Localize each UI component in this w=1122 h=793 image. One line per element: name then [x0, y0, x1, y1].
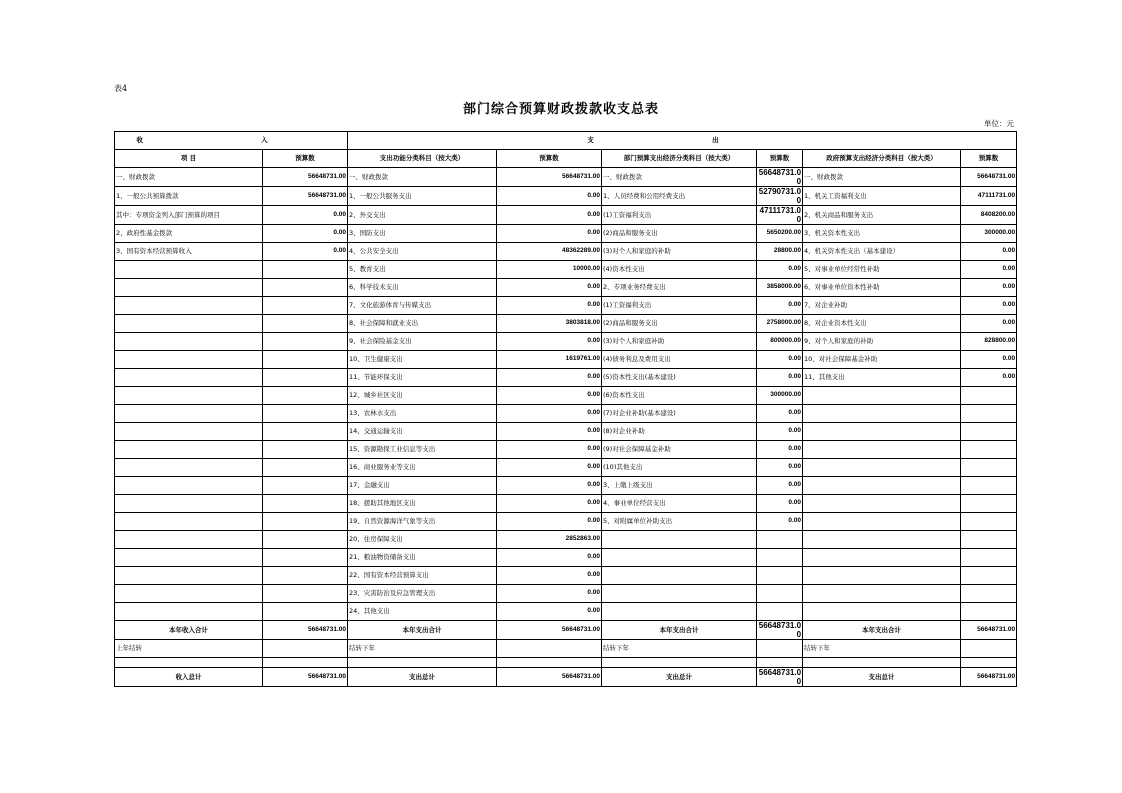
function-item-cell: 21、粮油物资储备支出 — [348, 549, 497, 567]
income-item-cell — [115, 495, 263, 513]
gov-econ-amount-cell — [961, 513, 1017, 531]
grand-expense-total-label: 支出总计 — [348, 668, 497, 687]
function-amount-cell: 0.00 — [497, 567, 602, 585]
gov-econ-item-cell — [803, 585, 961, 603]
income-amount-cell — [263, 513, 348, 531]
dept-econ-amount-cell: 0.00 — [757, 441, 803, 459]
grand-expense-total-value: 56648731.00 — [757, 668, 803, 687]
function-item-cell: 一、财政拨款 — [348, 168, 497, 187]
grand-total-row — [115, 668, 1017, 687]
table-row — [115, 585, 1017, 603]
income-amount-cell — [263, 459, 348, 477]
gov-econ-item-cell — [803, 441, 961, 459]
gov-econ-item-cell — [803, 531, 961, 549]
dept-econ-amount-cell: 0.00 — [757, 261, 803, 279]
gov-econ-amount-cell — [961, 387, 1017, 405]
next-year-carry-label: 结转下年 — [803, 640, 961, 658]
gov-econ-amount-cell: 0.00 — [961, 369, 1017, 387]
table-row — [115, 423, 1017, 441]
col-header-function-class: 支出功能分类科目（按大类） — [348, 150, 497, 168]
function-amount-cell: 0.00 — [497, 513, 602, 531]
dept-econ-item-cell: (1)工资福利支出 — [602, 206, 757, 225]
grand-expense-total-label: 支出总计 — [803, 668, 961, 687]
income-amount-cell — [263, 315, 348, 333]
gov-econ-amount-cell: 0.00 — [961, 243, 1017, 261]
gov-econ-item-cell: 9、对个人和家庭的补助 — [803, 333, 961, 351]
dept-econ-item-cell: 一、财政拨款 — [602, 168, 757, 187]
function-item-cell: 23、灾害防治及应急管理支出 — [348, 585, 497, 603]
function-item-cell: 19、自然资源海洋气象等支出 — [348, 513, 497, 531]
income-item-cell — [115, 603, 263, 621]
income-amount-cell — [263, 585, 348, 603]
income-item-cell: 其中：专项资金列入部门预算的项目 — [115, 206, 263, 225]
table-row — [115, 513, 1017, 531]
gov-econ-item-cell: 1、机关工资福利支出 — [803, 187, 961, 206]
gov-econ-amount-cell: 56648731.00 — [961, 168, 1017, 187]
dept-econ-amount-cell: 800000.00 — [757, 333, 803, 351]
dept-econ-item-cell: (2)商品和服务支出 — [602, 315, 757, 333]
function-item-cell: 22、国有资本经营预算支出 — [348, 567, 497, 585]
function-amount-cell: 0.00 — [497, 387, 602, 405]
dept-econ-amount-cell — [757, 567, 803, 585]
income-item-cell — [115, 585, 263, 603]
table-row — [115, 297, 1017, 315]
next-year-carry-label: 结转下年 — [348, 640, 497, 658]
income-amount-cell — [263, 405, 348, 423]
function-item-cell: 7、文化旅游体育与传媒支出 — [348, 297, 497, 315]
income-item-cell — [115, 297, 263, 315]
income-item-cell — [115, 369, 263, 387]
dept-econ-amount-cell: 0.00 — [757, 405, 803, 423]
col-header-amount: 预算数 — [961, 150, 1017, 168]
dept-econ-amount-cell: 300000.00 — [757, 387, 803, 405]
function-amount-cell: 0.00 — [497, 225, 602, 243]
table-row — [115, 369, 1017, 387]
income-item-cell — [115, 549, 263, 567]
spacer-cell — [115, 658, 263, 668]
dept-econ-amount-cell: 0.00 — [757, 459, 803, 477]
table-row — [115, 187, 1017, 206]
income-amount-cell: 56648731.00 — [263, 187, 348, 206]
year-expense-total-value: 56648731.00 — [961, 621, 1017, 640]
gov-econ-item-cell — [803, 477, 961, 495]
income-amount-cell — [263, 495, 348, 513]
function-item-cell: 18、援助其他地区支出 — [348, 495, 497, 513]
function-amount-cell: 2852863.00 — [497, 531, 602, 549]
gov-econ-amount-cell — [961, 585, 1017, 603]
function-amount-cell: 10000.00 — [497, 261, 602, 279]
gov-econ-amount-cell: 0.00 — [961, 279, 1017, 297]
budget-table — [114, 131, 1017, 687]
grand-expense-total-value: 56648731.00 — [961, 668, 1017, 687]
gov-econ-amount-cell — [961, 477, 1017, 495]
col-header-amount: 预算数 — [263, 150, 348, 168]
gov-econ-item-cell — [803, 387, 961, 405]
gov-econ-amount-cell — [961, 549, 1017, 567]
gov-econ-item-cell: 10、对社会保障基金补助 — [803, 351, 961, 369]
dept-econ-item-cell: 2、专项业务经费支出 — [602, 279, 757, 297]
table-row — [115, 405, 1017, 423]
gov-econ-amount-cell — [961, 423, 1017, 441]
spacer-cell — [497, 658, 602, 668]
income-item-cell — [115, 531, 263, 549]
gov-econ-item-cell: 3、机关资本性支出 — [803, 225, 961, 243]
function-item-cell: 5、教育支出 — [348, 261, 497, 279]
function-item-cell: 13、农林水支出 — [348, 405, 497, 423]
gov-econ-amount-cell: 0.00 — [961, 351, 1017, 369]
prev-year-carry-label: 上年结转 — [115, 640, 263, 658]
function-item-cell: 15、资源勘探工业信息等支出 — [348, 441, 497, 459]
dept-econ-item-cell: (1)工资福利支出 — [602, 297, 757, 315]
dept-econ-item-cell: (2)商品和服务支出 — [602, 225, 757, 243]
gov-econ-item-cell: 7、对企业补助 — [803, 297, 961, 315]
year-expense-total-value: 56648731.00 — [497, 621, 602, 640]
income-item-cell: 一、财政拨款 — [115, 168, 263, 187]
function-amount-cell: 0.00 — [497, 603, 602, 621]
function-amount-cell: 0.00 — [497, 441, 602, 459]
gov-econ-amount-cell — [961, 441, 1017, 459]
next-year-carry-value — [497, 640, 602, 658]
dept-econ-item-cell: 4、事业单位经营支出 — [602, 495, 757, 513]
income-amount-cell — [263, 261, 348, 279]
income-amount-cell: 0.00 — [263, 206, 348, 225]
gov-econ-item-cell: 一、财政拨款 — [803, 168, 961, 187]
table-row — [115, 459, 1017, 477]
table-row — [115, 333, 1017, 351]
gov-econ-item-cell: 11、其他支出 — [803, 369, 961, 387]
table-row — [115, 168, 1017, 187]
income-amount-cell — [263, 441, 348, 459]
col-header-amount: 预算数 — [757, 150, 803, 168]
function-amount-cell: 0.00 — [497, 585, 602, 603]
income-item-cell — [115, 315, 263, 333]
function-amount-cell: 0.00 — [497, 297, 602, 315]
income-item-cell — [115, 477, 263, 495]
grand-expense-total-value: 56648731.00 — [497, 668, 602, 687]
function-amount-cell: 1619761.00 — [497, 351, 602, 369]
dept-econ-amount-cell: 2758000.00 — [757, 315, 803, 333]
gov-econ-item-cell — [803, 513, 961, 531]
dept-econ-amount-cell — [757, 603, 803, 621]
function-amount-cell: 0.00 — [497, 495, 602, 513]
income-item-cell — [115, 279, 263, 297]
function-amount-cell: 0.00 — [497, 279, 602, 297]
year-total-row — [115, 621, 1017, 640]
function-amount-cell: 0.00 — [497, 187, 602, 206]
table-row — [115, 225, 1017, 243]
income-amount-cell — [263, 297, 348, 315]
function-item-cell: 2、外交支出 — [348, 206, 497, 225]
function-item-cell: 8、社会保障和就业支出 — [348, 315, 497, 333]
function-item-cell: 24、其他支出 — [348, 603, 497, 621]
next-year-carry-value — [757, 640, 803, 658]
gov-econ-amount-cell: 0.00 — [961, 261, 1017, 279]
expense-section-header: 支 出 — [348, 132, 1017, 150]
grand-income-total-value: 56648731.00 — [263, 668, 348, 687]
gov-econ-item-cell: 4、机关资本性支出（基本建设） — [803, 243, 961, 261]
dept-econ-amount-cell: 0.00 — [757, 369, 803, 387]
table-row — [115, 206, 1017, 225]
dept-econ-item-cell: (4)债务利息及费用支出 — [602, 351, 757, 369]
carry-over-row — [115, 640, 1017, 658]
income-item-cell: 1、一般公共预算拨款 — [115, 187, 263, 206]
year-income-total-value: 56648731.00 — [263, 621, 348, 640]
dept-econ-amount-cell: 3858000.00 — [757, 279, 803, 297]
function-amount-cell: 56648731.00 — [497, 168, 602, 187]
function-item-cell: 3、国防支出 — [348, 225, 497, 243]
table-row — [115, 261, 1017, 279]
prev-year-carry-value — [263, 640, 348, 658]
dept-econ-item-cell: 1、人员经费和公用经费支出 — [602, 187, 757, 206]
function-item-cell: 10、卫生健康支出 — [348, 351, 497, 369]
income-amount-cell — [263, 531, 348, 549]
gov-econ-amount-cell: 0.00 — [961, 315, 1017, 333]
gov-econ-amount-cell: 8408200.00 — [961, 206, 1017, 225]
function-amount-cell: 0.00 — [497, 549, 602, 567]
function-item-cell: 16、商业服务业等支出 — [348, 459, 497, 477]
dept-econ-amount-cell: 0.00 — [757, 495, 803, 513]
function-item-cell: 11、节能环保支出 — [348, 369, 497, 387]
gov-econ-amount-cell — [961, 531, 1017, 549]
table-row — [115, 387, 1017, 405]
dept-econ-item-cell: (4)资本性支出 — [602, 261, 757, 279]
function-item-cell: 9、社会保险基金支出 — [348, 333, 497, 351]
gov-econ-item-cell: 8、对企业资本性支出 — [803, 315, 961, 333]
grand-income-total-label: 收入总计 — [115, 668, 263, 687]
dept-econ-amount-cell: 28800.00 — [757, 243, 803, 261]
dept-econ-item-cell — [602, 549, 757, 567]
function-amount-cell: 0.00 — [497, 477, 602, 495]
income-item-cell: 3、国有资本经营预算收入 — [115, 243, 263, 261]
income-item-cell — [115, 405, 263, 423]
dept-econ-item-cell: (6)资本性支出 — [602, 387, 757, 405]
gov-econ-item-cell — [803, 603, 961, 621]
col-header-dept-econ-class: 部门预算支出经济分类科目（按大类） — [602, 150, 757, 168]
dept-econ-amount-cell: 47111731.00 — [757, 206, 803, 225]
income-amount-cell — [263, 477, 348, 495]
income-amount-cell — [263, 603, 348, 621]
next-year-carry-value — [961, 640, 1017, 658]
dept-econ-item-cell: (3)对个人和家庭补助 — [602, 333, 757, 351]
income-amount-cell — [263, 351, 348, 369]
gov-econ-item-cell — [803, 459, 961, 477]
dept-econ-amount-cell — [757, 531, 803, 549]
income-item-cell: 2、政府性基金拨款 — [115, 225, 263, 243]
table-row — [115, 549, 1017, 567]
dept-econ-amount-cell: 0.00 — [757, 351, 803, 369]
spacer-cell — [263, 658, 348, 668]
gov-econ-amount-cell — [961, 405, 1017, 423]
income-amount-cell — [263, 423, 348, 441]
dept-econ-item-cell — [602, 603, 757, 621]
dept-econ-amount-cell: 0.00 — [757, 297, 803, 315]
spacer-cell — [803, 658, 961, 668]
gov-econ-amount-cell: 300000.00 — [961, 225, 1017, 243]
income-amount-cell — [263, 279, 348, 297]
income-item-cell — [115, 441, 263, 459]
next-year-carry-label: 结转下年 — [602, 640, 757, 658]
gov-econ-amount-cell: 0.00 — [961, 297, 1017, 315]
unit-label: 单位：元 — [984, 119, 1014, 128]
table-tag: 表4 — [114, 84, 128, 93]
function-amount-cell: 0.00 — [497, 369, 602, 387]
gov-econ-amount-cell — [961, 459, 1017, 477]
table-row — [115, 531, 1017, 549]
income-amount-cell — [263, 549, 348, 567]
dept-econ-amount-cell: 56648731.00 — [757, 168, 803, 187]
dept-econ-amount-cell: 0.00 — [757, 477, 803, 495]
dept-econ-item-cell: (5)资本性支出(基本建设) — [602, 369, 757, 387]
year-expense-total-value: 56648731.00 — [757, 621, 803, 640]
gov-econ-item-cell: 6、对事业单位资本性补助 — [803, 279, 961, 297]
gov-econ-item-cell: 5、对事业单位经常性补助 — [803, 261, 961, 279]
year-expense-total-label: 本年支出合计 — [803, 621, 961, 640]
income-amount-cell: 0.00 — [263, 225, 348, 243]
table-row — [115, 567, 1017, 585]
gov-econ-amount-cell: 47111731.00 — [961, 187, 1017, 206]
dept-econ-amount-cell — [757, 549, 803, 567]
dept-econ-item-cell: (8)对企业补助 — [602, 423, 757, 441]
function-amount-cell: 0.00 — [497, 206, 602, 225]
spacer-cell — [757, 658, 803, 668]
income-item-cell — [115, 261, 263, 279]
income-item-cell — [115, 333, 263, 351]
column-header-row — [115, 150, 1017, 168]
table-row — [115, 441, 1017, 459]
gov-econ-item-cell — [803, 405, 961, 423]
dept-econ-amount-cell: 5650200.00 — [757, 225, 803, 243]
income-item-cell — [115, 567, 263, 585]
function-amount-cell: 0.00 — [497, 333, 602, 351]
function-amount-cell: 0.00 — [497, 459, 602, 477]
income-amount-cell — [263, 333, 348, 351]
income-item-cell — [115, 387, 263, 405]
gov-econ-item-cell — [803, 567, 961, 585]
income-item-cell — [115, 513, 263, 531]
function-item-cell: 6、科学技术支出 — [348, 279, 497, 297]
dept-econ-item-cell — [602, 531, 757, 549]
dept-econ-item-cell: (3)对个人和家庭的补助 — [602, 243, 757, 261]
income-item-cell — [115, 423, 263, 441]
table-row — [115, 243, 1017, 261]
year-expense-total-label: 本年支出合计 — [348, 621, 497, 640]
income-amount-cell: 56648731.00 — [263, 168, 348, 187]
table-row — [115, 477, 1017, 495]
gov-econ-item-cell — [803, 495, 961, 513]
table-row — [115, 495, 1017, 513]
col-header-gov-econ-class: 政府预算支出经济分类科目（按大类） — [803, 150, 961, 168]
dept-econ-item-cell: 5、对附属单位补助支出 — [602, 513, 757, 531]
function-amount-cell: 48362289.00 — [497, 243, 602, 261]
table-row — [115, 603, 1017, 621]
income-item-cell — [115, 459, 263, 477]
function-item-cell: 14、交通运输支出 — [348, 423, 497, 441]
spacer-cell — [348, 658, 497, 668]
dept-econ-item-cell — [602, 585, 757, 603]
gov-econ-amount-cell — [961, 603, 1017, 621]
spacer-row — [115, 658, 1017, 668]
grand-expense-total-label: 支出总计 — [602, 668, 757, 687]
table-row — [115, 279, 1017, 297]
function-amount-cell: 0.00 — [497, 423, 602, 441]
dept-econ-amount-cell: 0.00 — [757, 423, 803, 441]
dept-econ-item-cell: (7)对企业补助(基本建设) — [602, 405, 757, 423]
dept-econ-amount-cell: 52790731.00 — [757, 187, 803, 206]
section-header-row — [115, 132, 1017, 150]
year-expense-total-label: 本年支出合计 — [602, 621, 757, 640]
income-amount-cell — [263, 567, 348, 585]
function-item-cell: 12、城乡社区支出 — [348, 387, 497, 405]
function-item-cell: 20、住房保障支出 — [348, 531, 497, 549]
page-title: 部门综合预算财政拨款收支总表 — [462, 102, 659, 117]
gov-econ-item-cell — [803, 423, 961, 441]
gov-econ-amount-cell: 828800.00 — [961, 333, 1017, 351]
income-amount-cell — [263, 387, 348, 405]
dept-econ-amount-cell: 0.00 — [757, 513, 803, 531]
gov-econ-item-cell: 2、机关商品和服务支出 — [803, 206, 961, 225]
col-header-item: 项 目 — [115, 150, 263, 168]
spacer-cell — [961, 658, 1017, 668]
table-row — [115, 315, 1017, 333]
function-amount-cell: 3803818.00 — [497, 315, 602, 333]
spacer-cell — [602, 658, 757, 668]
gov-econ-amount-cell — [961, 495, 1017, 513]
function-item-cell: 17、金融支出 — [348, 477, 497, 495]
income-item-cell — [115, 351, 263, 369]
function-item-cell: 1、一般公共服务支出 — [348, 187, 497, 206]
income-amount-cell: 0.00 — [263, 243, 348, 261]
function-amount-cell: 0.00 — [497, 405, 602, 423]
col-header-amount: 预算数 — [497, 150, 602, 168]
dept-econ-amount-cell — [757, 585, 803, 603]
dept-econ-item-cell: (9)对社会保障基金补助 — [602, 441, 757, 459]
dept-econ-item-cell — [602, 567, 757, 585]
income-amount-cell — [263, 369, 348, 387]
function-item-cell: 4、公共安全支出 — [348, 243, 497, 261]
dept-econ-item-cell: 3、上缴上级支出 — [602, 477, 757, 495]
year-income-total-label: 本年收入合计 — [115, 621, 263, 640]
income-section-header: 收 入 — [115, 132, 348, 150]
gov-econ-item-cell — [803, 549, 961, 567]
dept-econ-item-cell: (10)其他支出 — [602, 459, 757, 477]
table-row — [115, 351, 1017, 369]
gov-econ-amount-cell — [961, 567, 1017, 585]
